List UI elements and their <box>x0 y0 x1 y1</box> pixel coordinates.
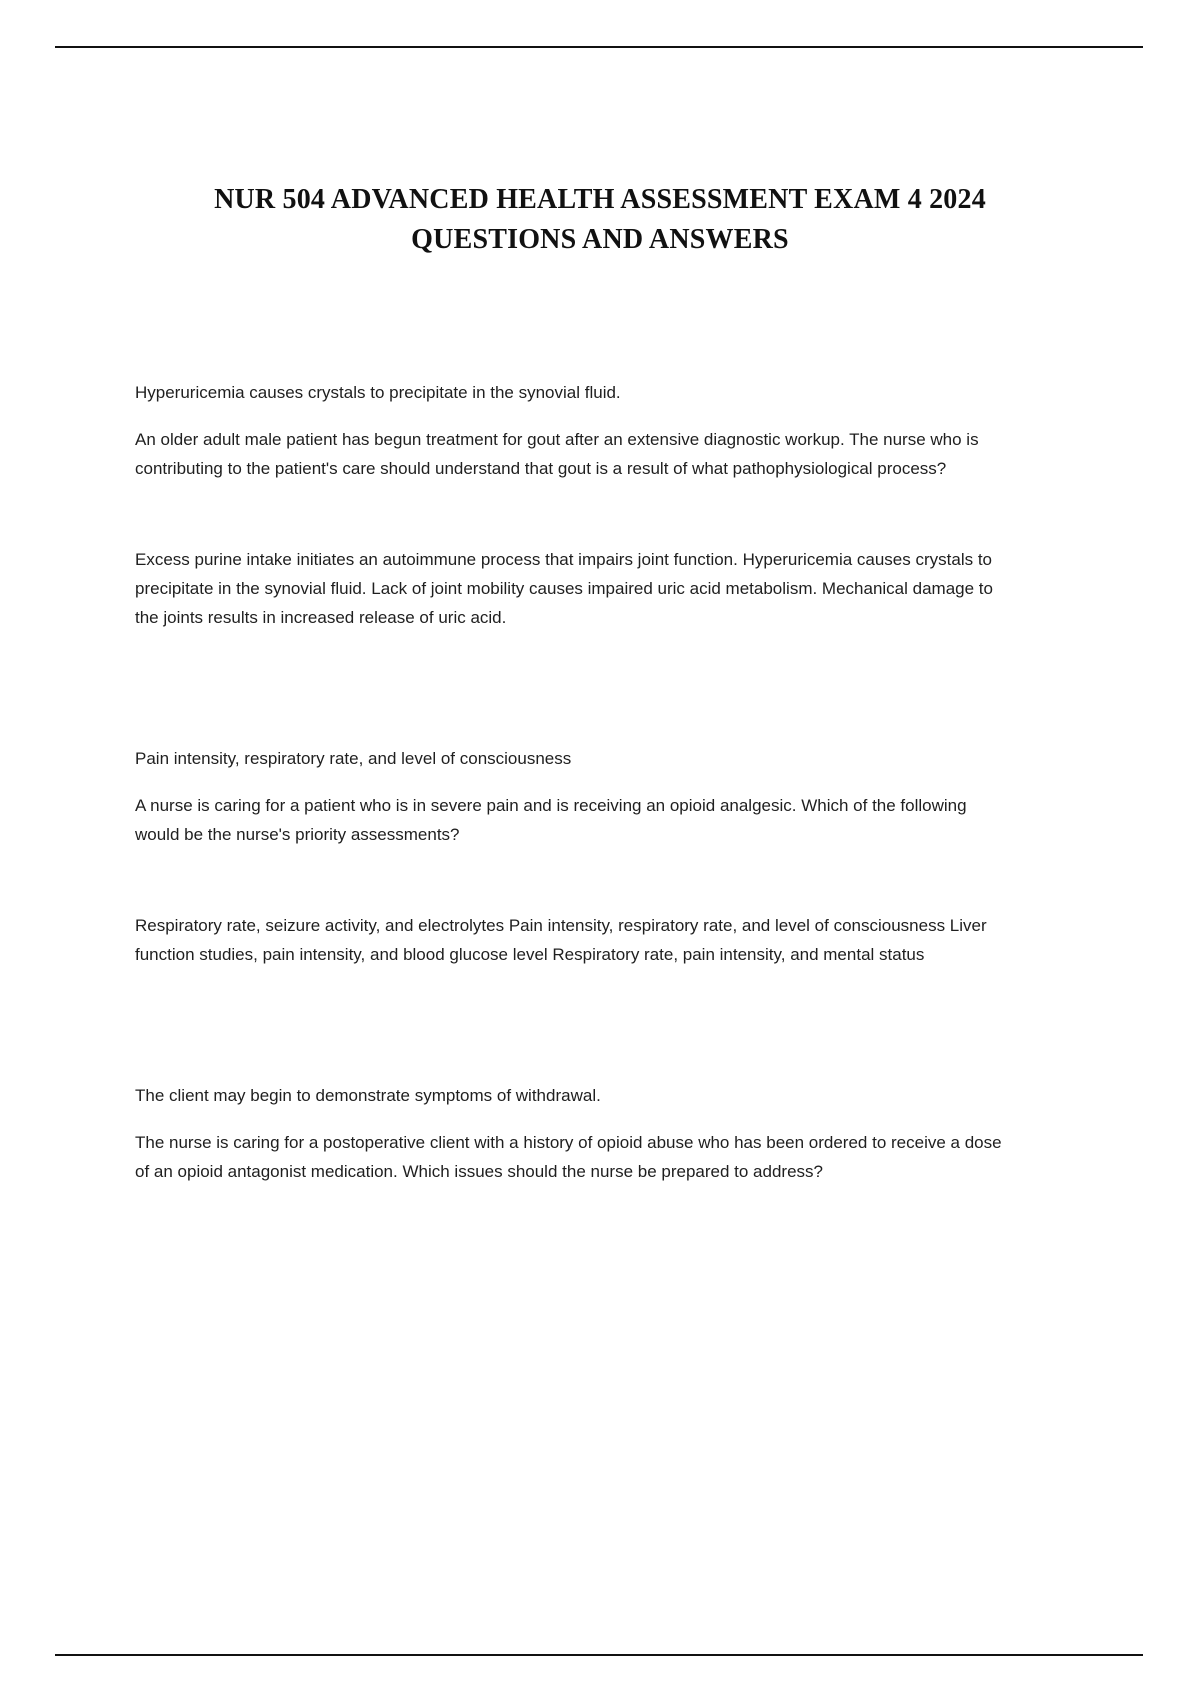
document-title-line-2: QUESTIONS AND ANSWERS <box>411 224 789 255</box>
paragraph-options-2: Respiratory rate, seizure activity, and electrolytes Pain intensity, respiratory rate, and level of consciousness Liver function studies, pain intensity, and blood glucose level Respiratory rate, pain intensity, and mental status <box>135 916 987 964</box>
paragraph-answer-2: Pain intensity, respiratory rate, and level of consciousness <box>135 749 572 768</box>
paragraph-answer-1: Hyperuricemia causes crystals to precipitate in the synovial fluid. <box>135 383 621 402</box>
paragraph-question-1: An older adult male patient has begun treatment for gout after an extensive diagnostic workup. The nurse who is contributing to the patient's care should understand that gout is a result of what pathophysiological process? <box>135 430 979 478</box>
bottom-border-rule <box>55 1654 1143 1656</box>
document-title-line-1: NUR 504 ADVANCED HEALTH ASSESSMENT EXAM 4 2024 <box>214 184 986 215</box>
paragraph-answer-3: The client may begin to demonstrate symptoms of withdrawal. <box>135 1086 601 1105</box>
paragraph-question-2: A nurse is caring for a patient who is in severe pain and is receiving an opioid analgesic. Which of the following would be the nurse's priority assessments? <box>135 796 967 844</box>
document-title <box>0 0 1200 260</box>
document-body <box>135 378 1008 1186</box>
top-border-rule <box>55 46 1143 48</box>
paragraph-options-1: Excess purine intake initiates an autoimmune process that impairs joint function. Hyperuricemia causes crystals to precipitate in the synovial fluid. Lack of joint mobility causes impaired uric acid metabolism. Mechanical damage to the joints results in increased release of uric acid. <box>135 550 993 627</box>
paragraph-question-3: The nurse is caring for a postoperative client with a history of opioid abuse who has been ordered to receive a dose of an opioid antagonist medication. Which issues should the nurse be prepared to address? <box>135 1133 1002 1181</box>
